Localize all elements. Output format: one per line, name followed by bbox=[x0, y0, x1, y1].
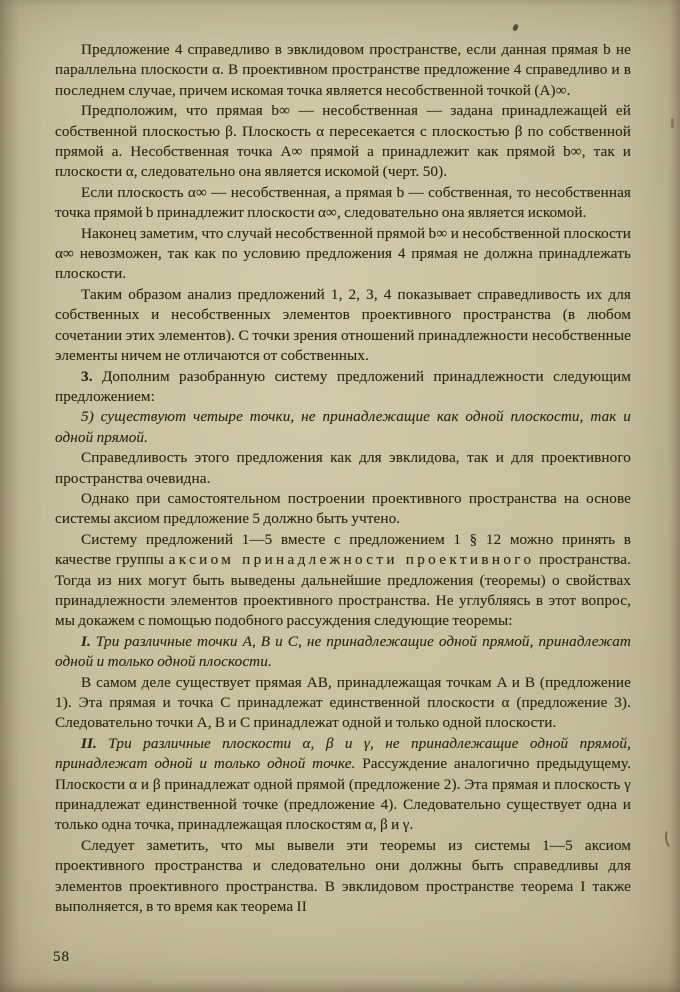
text-run: Три различные плоскости α, β и γ, не принадлежащие одной прямой, принадлежат одной и только одной точке. bbox=[55, 734, 631, 773]
scan-speck bbox=[512, 23, 519, 31]
text-run: Рассуждение аналогично предыдущему. Плоскости α и β принадлежат одной прямой (предложение 2). Эта прямая и плоскость γ принадлежат единственной точке (предложение 4). Следовательно существует одна и только одна точка, принадлежащая плоскостям α, β и γ. bbox=[55, 755, 631, 834]
paragraph bbox=[55, 367, 631, 408]
text-run: Три различные точки A, B и C, не принадлежащие одной прямой, принадлежат одной и только одной плоскости. bbox=[55, 632, 631, 671]
text-run: I. bbox=[81, 632, 96, 650]
scan-speck bbox=[671, 118, 674, 128]
text-run: Наконец заметим, что случай несобственной прямой b∞ и несобственной плоскости α∞ невозможен, так как по условию предложения 4 прямая не должна принадлежать плоскости. bbox=[55, 224, 631, 283]
page-edge-shadow-bottom bbox=[0, 978, 680, 992]
paragraph bbox=[55, 448, 631, 489]
paragraph bbox=[55, 183, 631, 224]
text-run: Если плоскость α∞ — несобственная, а прямая b — собственная, то несобственная точка прямой b принадлежит плоскости α∞, следовательно она является искомой. bbox=[55, 183, 631, 222]
text-run: Таким образом анализ предложений 1, 2, 3, 4 показывает справедливость их для собственных и несобственных элементов проективного пространства (в любом сочетании этих элементов). С точки зрения отношений принадлежности несобственные элементы ничем не отличаются от собственных. bbox=[55, 285, 631, 365]
text-run: Справедливость этого предложения как для эвклидова, так и для проективного пространства очевидна. bbox=[55, 449, 631, 487]
paragraph bbox=[55, 836, 631, 918]
text-run: 5) существуют четыре точки, не принадлежащие как одной плоскости, так и одной прямой. bbox=[55, 408, 631, 446]
paragraph bbox=[55, 40, 631, 101]
text-run: Предположим, что прямая b∞ — несобственная — задана принадлежащей ей собственной плоскостью β. Плоскость α пересекается с плоскостью β по собственной прямой a. Несобственная точка A∞ прямой a принадлежит как прямой b∞, так и плоскости α, следовательно она является искомой (черт. 50). bbox=[55, 102, 631, 181]
paragraph bbox=[55, 489, 631, 530]
text-run: Дополним разобранную систему предложений принадлежности следующим предложением: bbox=[55, 367, 631, 405]
page-number: 58 bbox=[53, 949, 70, 965]
paragraph bbox=[55, 734, 631, 836]
paragraph bbox=[55, 673, 631, 734]
text-run: Предложение 4 справедливо в эвклидовом пространстве, если данная прямая b не параллельна плоскости α. В проективном пространстве предложение 4 справедливо и в последнем случае, причем искомая точка является несобственной точкой (A)∞. bbox=[55, 41, 631, 99]
paragraph bbox=[55, 101, 631, 183]
paragraph bbox=[55, 285, 631, 367]
page-binding-shadow bbox=[0, 0, 20, 992]
text-run: В самом деле существует прямая AB, принадлежащая точкам A и B (предложение 1). Эта прямая и точка C принадлежат единственной плоскости α (предложение 3). Следовательно точки A, B и C принадлежат одной и только одной плоскости. bbox=[55, 673, 631, 732]
text-run: II. bbox=[81, 734, 109, 752]
text-run: Однако при самостоятельном построении проективного пространства на основе системы аксиом предложение 5 должно быть учтено. bbox=[55, 489, 631, 528]
paragraph bbox=[55, 407, 631, 448]
paragraph bbox=[55, 530, 631, 632]
text-block bbox=[55, 40, 631, 917]
text-run: аксиом принадлежности проективного bbox=[168, 551, 535, 569]
text-run: Систему предложений 1—5 вместе с предложением 1 § 12 можно принять в качестве группы bbox=[55, 530, 631, 569]
text-run: 3. bbox=[81, 367, 102, 385]
paragraph bbox=[55, 224, 631, 285]
text-run: Следует заметить, что мы вывели эти теоремы из системы 1—5 аксиом проективного пространства и следовательно они должны быть справедливы для элементов проективного пространства. В эвклидовом пространстве теорема I также выполняется, в то время как теорема II bbox=[55, 836, 631, 916]
text-run: пространства. Тогда из них могут быть выведены дальнейшие предложения (теоремы) о свойствах принадлежности элементов проективного пространства. Не углубляясь в этот вопрос, мы докажем с помощью подобного рассуждения следующие теоремы: bbox=[55, 551, 631, 630]
paragraph bbox=[55, 632, 631, 673]
